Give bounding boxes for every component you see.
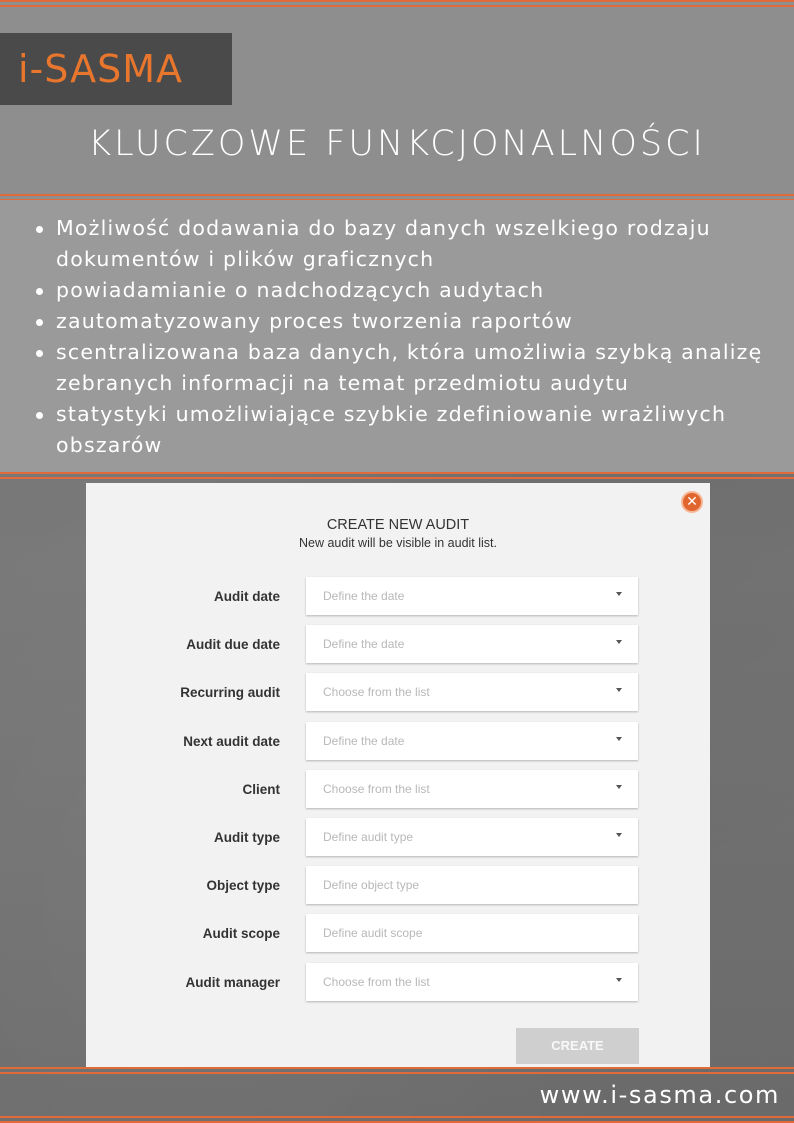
chevron-down-icon[interactable] xyxy=(616,737,622,741)
chevron-down-icon[interactable] xyxy=(616,785,622,789)
placeholder-text: Define audit type xyxy=(323,830,414,844)
footer-top-stripe xyxy=(0,1067,794,1074)
create-button[interactable]: CREATE xyxy=(516,1028,639,1064)
placeholder-text: Choose from the list xyxy=(323,781,430,796)
form-row-next-audit-date xyxy=(86,722,710,760)
features-section xyxy=(0,200,794,474)
create-audit-dialog xyxy=(86,483,710,1067)
field-label-object-type: Object type xyxy=(206,878,280,894)
chevron-down-icon[interactable] xyxy=(616,640,622,644)
field-label-audit-manager: Audit manager xyxy=(185,974,280,990)
chevron-down-icon[interactable] xyxy=(616,833,622,837)
placeholder-text: Define object type xyxy=(323,878,420,893)
feature-item: scentralizowana baza danych, która umożliwia szybką analizę zebranych informacji na temat przedmiotu audytu xyxy=(34,337,774,399)
dialog-title: CREATE NEW AUDIT xyxy=(326,517,470,533)
header-band xyxy=(0,0,794,200)
features-list xyxy=(34,213,774,461)
placeholder-text: Choose from the list xyxy=(323,974,430,989)
field-label-audit-due-date: Audit due date xyxy=(186,637,280,653)
form-row-audit-due-date xyxy=(86,625,710,663)
placeholder-text: Define the date xyxy=(323,589,405,603)
page-title: KLUCZOWE FUNKCJONALNOŚCI xyxy=(88,124,706,164)
logo xyxy=(0,33,232,105)
form-row-client xyxy=(86,770,710,808)
top-stripe xyxy=(0,0,794,7)
placeholder-text: Define the date xyxy=(323,637,405,652)
form-row-audit-manager xyxy=(86,963,710,1001)
feature-item: Możliwość dodawania do bazy danych wszelkiego rodzaju dokumentów i plików graficznych xyxy=(34,213,774,275)
audit-manager-select[interactable] xyxy=(306,963,638,1001)
field-label-audit-date: Audit date xyxy=(214,589,280,604)
audit-scope-input[interactable] xyxy=(306,914,638,952)
recurring-audit-select[interactable] xyxy=(306,673,638,711)
object-type-input[interactable] xyxy=(306,866,638,904)
field-label-client: Client xyxy=(242,781,280,797)
feature-item: statystyki umożliwiające szybkie zdefiniowanie wrażliwych obszarów xyxy=(34,399,774,461)
dialog-subtitle: New audit will be visible in audit list. xyxy=(298,536,497,550)
form-row-audit-date xyxy=(86,577,710,615)
audit-due-date-select[interactable] xyxy=(306,625,638,663)
field-label-recurring-audit: Recurring audit xyxy=(180,685,280,701)
website-url[interactable]: www.i-sasma.com xyxy=(539,1081,780,1109)
close-icon[interactable]: ✕ xyxy=(681,491,703,513)
logo-text: i-SASMA xyxy=(18,47,183,91)
client-select[interactable] xyxy=(306,770,638,808)
form-row-object-type xyxy=(86,866,710,904)
form-row-audit-type xyxy=(86,818,710,856)
audit-type-select[interactable] xyxy=(306,818,638,856)
placeholder-text: Choose from the list xyxy=(323,685,430,700)
feature-item: zautomatyzowany proces tworzenia raportów xyxy=(34,306,774,337)
form-row-audit-scope xyxy=(86,914,710,952)
field-label-audit-type: Audit type xyxy=(214,830,280,845)
chevron-down-icon[interactable] xyxy=(616,978,622,982)
placeholder-text: Define the date xyxy=(323,733,405,748)
bottom-stripe xyxy=(0,1116,794,1123)
features-divider-stripe xyxy=(0,472,794,479)
feature-item: powiadamianie o nadchodzących audytach xyxy=(34,275,774,306)
field-label-next-audit-date: Next audit date xyxy=(183,733,280,749)
chevron-down-icon[interactable] xyxy=(616,688,622,692)
chevron-down-icon[interactable] xyxy=(616,592,622,596)
next-audit-date-select[interactable] xyxy=(306,722,638,760)
placeholder-text: Define audit scope xyxy=(323,926,423,941)
audit-date-select[interactable] xyxy=(306,577,638,615)
field-label-audit-scope: Audit scope xyxy=(202,926,280,942)
form-row-recurring-audit xyxy=(86,673,710,711)
